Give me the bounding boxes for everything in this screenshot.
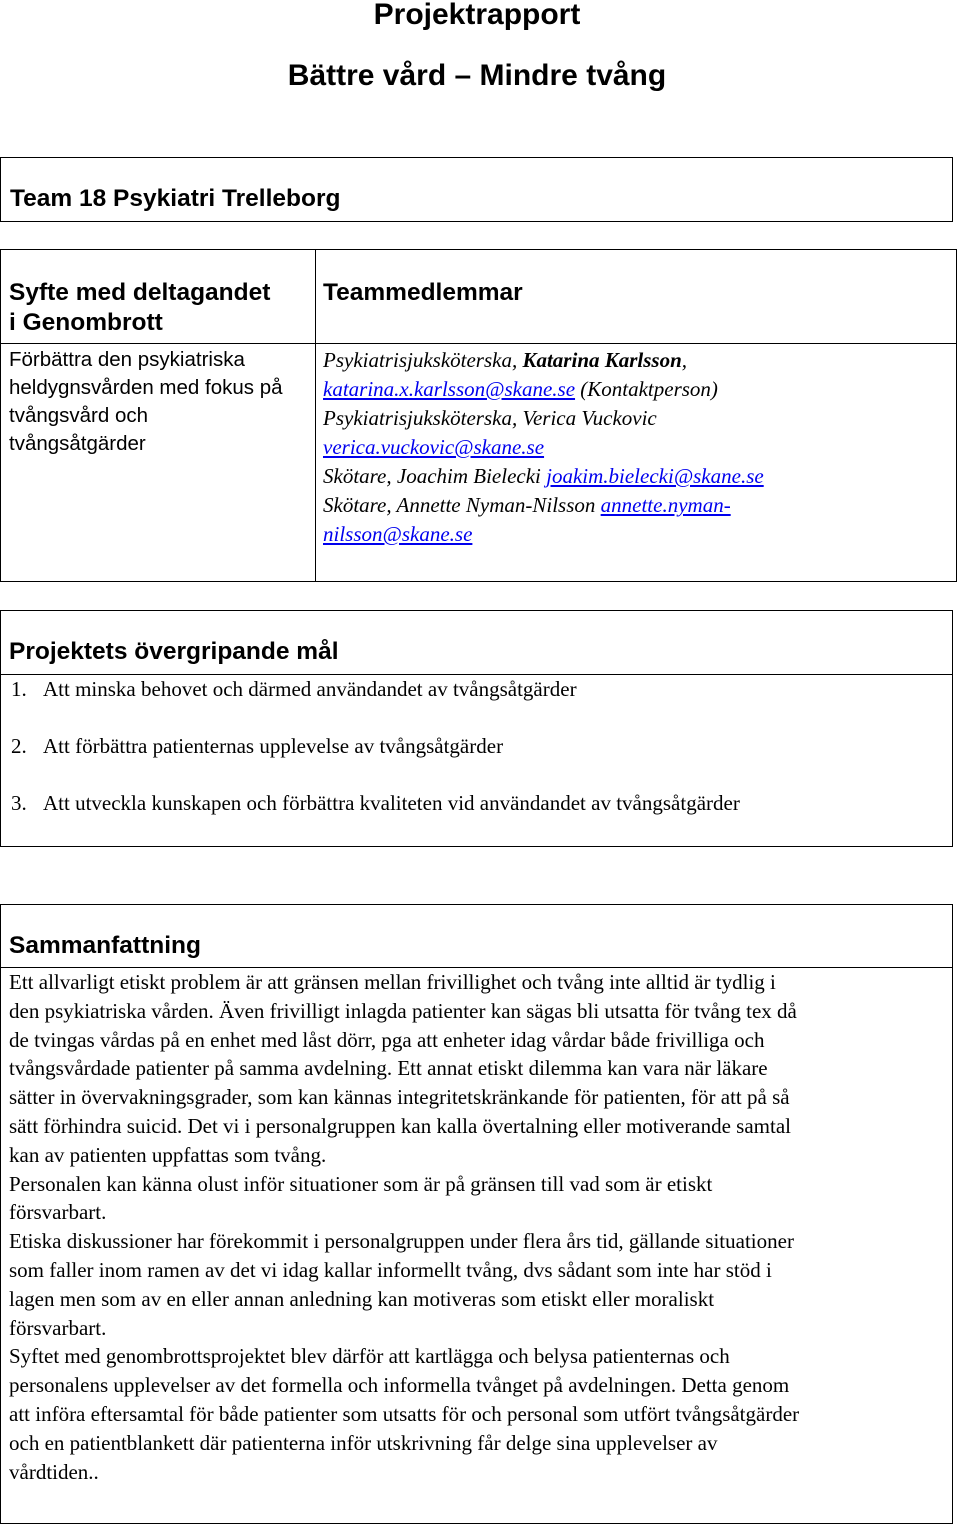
goal-number: 3. [11,791,27,815]
member-line [323,520,764,549]
goal-number: 2. [11,734,27,758]
summary-line: de tvingas vårdas på en enhet med låst dörr, pga att enheter idag vårdar både frivilliga och [9,1027,765,1052]
summary-line: kan av patienten uppfattas som tvång. [9,1142,327,1167]
summary-line: sätter in övervakningsgrader, som kan kännas integritetskränkande för patienten, för att på så [9,1085,790,1110]
goal-text: Att minska behovet och därmed användandet av tvångsåtgärder [43,677,577,701]
member-email-link[interactable]: nilsson@skane.se [323,522,473,546]
summary-heading: Sammanfattning [9,932,201,959]
goals-box [0,610,953,847]
member-line [323,404,764,433]
document-subtitle: Bättre vård – Mindre tvång [287,59,667,92]
summary-line: Ett allvarligt etiskt problem är att gränsen mellan frivillighet och tvång inte alltid är tydlig i [9,970,776,994]
member-email-link[interactable]: verica.vuckovic@skane.se [323,435,545,459]
summary-line: Etiska diskussioner har förekommit i personalgruppen under flera års tid, gällande situationer [9,1229,794,1254]
member-role: Skötare, Joachim Bielecki [323,464,547,488]
summary-line: försvarbart. [9,1200,107,1225]
member-line [323,433,764,462]
purpose-text-line: tvångsvård och [9,404,149,427]
summary-line: personalens upplevelser av det formella och informella tvånget på avdelningen. Detta genom [9,1373,790,1398]
member-line [323,491,764,520]
summary-line: Personalen kan känna olust inför situationer som är på gränsen till vad som är etiskt [9,1171,713,1196]
team-box [0,157,953,222]
summary-line: och en patientblankett där patienterna inför utskrivning får delge sina upplevelser av [9,1430,718,1455]
purpose-text-line: heldygnsvården med fokus på [9,376,283,399]
goal-item [11,675,577,703]
purpose-text [9,346,283,458]
goal-item [11,732,503,760]
member-email-link[interactable]: katarina.x.karlsson@skane.se [323,377,576,401]
summary-line: lagen men som av en eller annan anledning kan motiveras som etiskt eller moraliskt [9,1286,715,1311]
summary-line: försvarbart. [9,1315,107,1340]
purpose-heading-line: i Genombrott [9,309,163,336]
summary-line: sätt förhindra suicid. Det vi i personalgruppen kan kalla övertalning eller motiverande samtal [9,1113,792,1138]
member-role: Psykiatrisjuksköterska, Verica Vuckovic [323,406,657,430]
goal-text: Att utveckla kunskapen och förbättra kvaliteten vid användandet av tvångsåtgärder [43,791,740,815]
summary-line: Syftet med genombrottsprojektet blev därför att kartlägga och belysa patienternas och [9,1344,730,1369]
summary-text [9,968,949,1486]
member-line [323,462,764,491]
summary-line: den psykiatriska vården. Även frivilligt inlagda patienter kan sägas bli utsatta för tvång tex då [9,998,797,1023]
team-heading: Team 18 Psykiatri Trelleborg [10,185,341,212]
goal-number: 1. [11,677,27,701]
members-heading: Teammedlemmar [323,279,523,306]
members-list [323,346,764,549]
table-column-divider [315,250,316,581]
member-role: Psykiatrisjuksköterska, [323,348,523,372]
purpose-text-line: Förbättra den psykiatriska [9,348,245,371]
goal-item [11,789,740,817]
member-role: Skötare, Annette Nyman-Nilsson [323,493,601,517]
goals-heading: Projektets övergripande mål [9,638,339,665]
member-line [323,375,764,404]
table-header-divider [1,343,956,344]
document-title: Projektrapport [373,0,581,31]
member-note: (Kontaktperson) [575,377,718,401]
purpose-heading [9,278,270,338]
member-comma: , [681,348,688,372]
purpose-members-table [0,249,957,582]
member-email-link[interactable]: joakim.bielecki@skane.se [546,464,764,488]
summary-line: tvångsvårdade patienter på samma avdelning. Ett annat etiskt dilemma kan vara när läkare [9,1056,768,1081]
summary-line: som faller inom ramen av det vi idag kallar informellt tvång, dvs sådant som inte har stöd i [9,1257,772,1282]
member-email-link[interactable]: annette.nyman- [600,493,731,517]
member-name: Katarina Karlsson [522,348,682,372]
summary-line: vårdtiden.. [9,1459,99,1484]
summary-line: att införa eftersamtal för både patienter som utsatts för och personal som utfört tvångsåtgärder [9,1401,800,1426]
purpose-text-line: tvångsåtgärder [9,432,146,455]
member-line [323,346,764,375]
purpose-heading-line: Syfte med deltagandet [9,279,271,306]
goal-text: Att förbättra patienternas upplevelse av tvångsåtgärder [43,734,504,758]
